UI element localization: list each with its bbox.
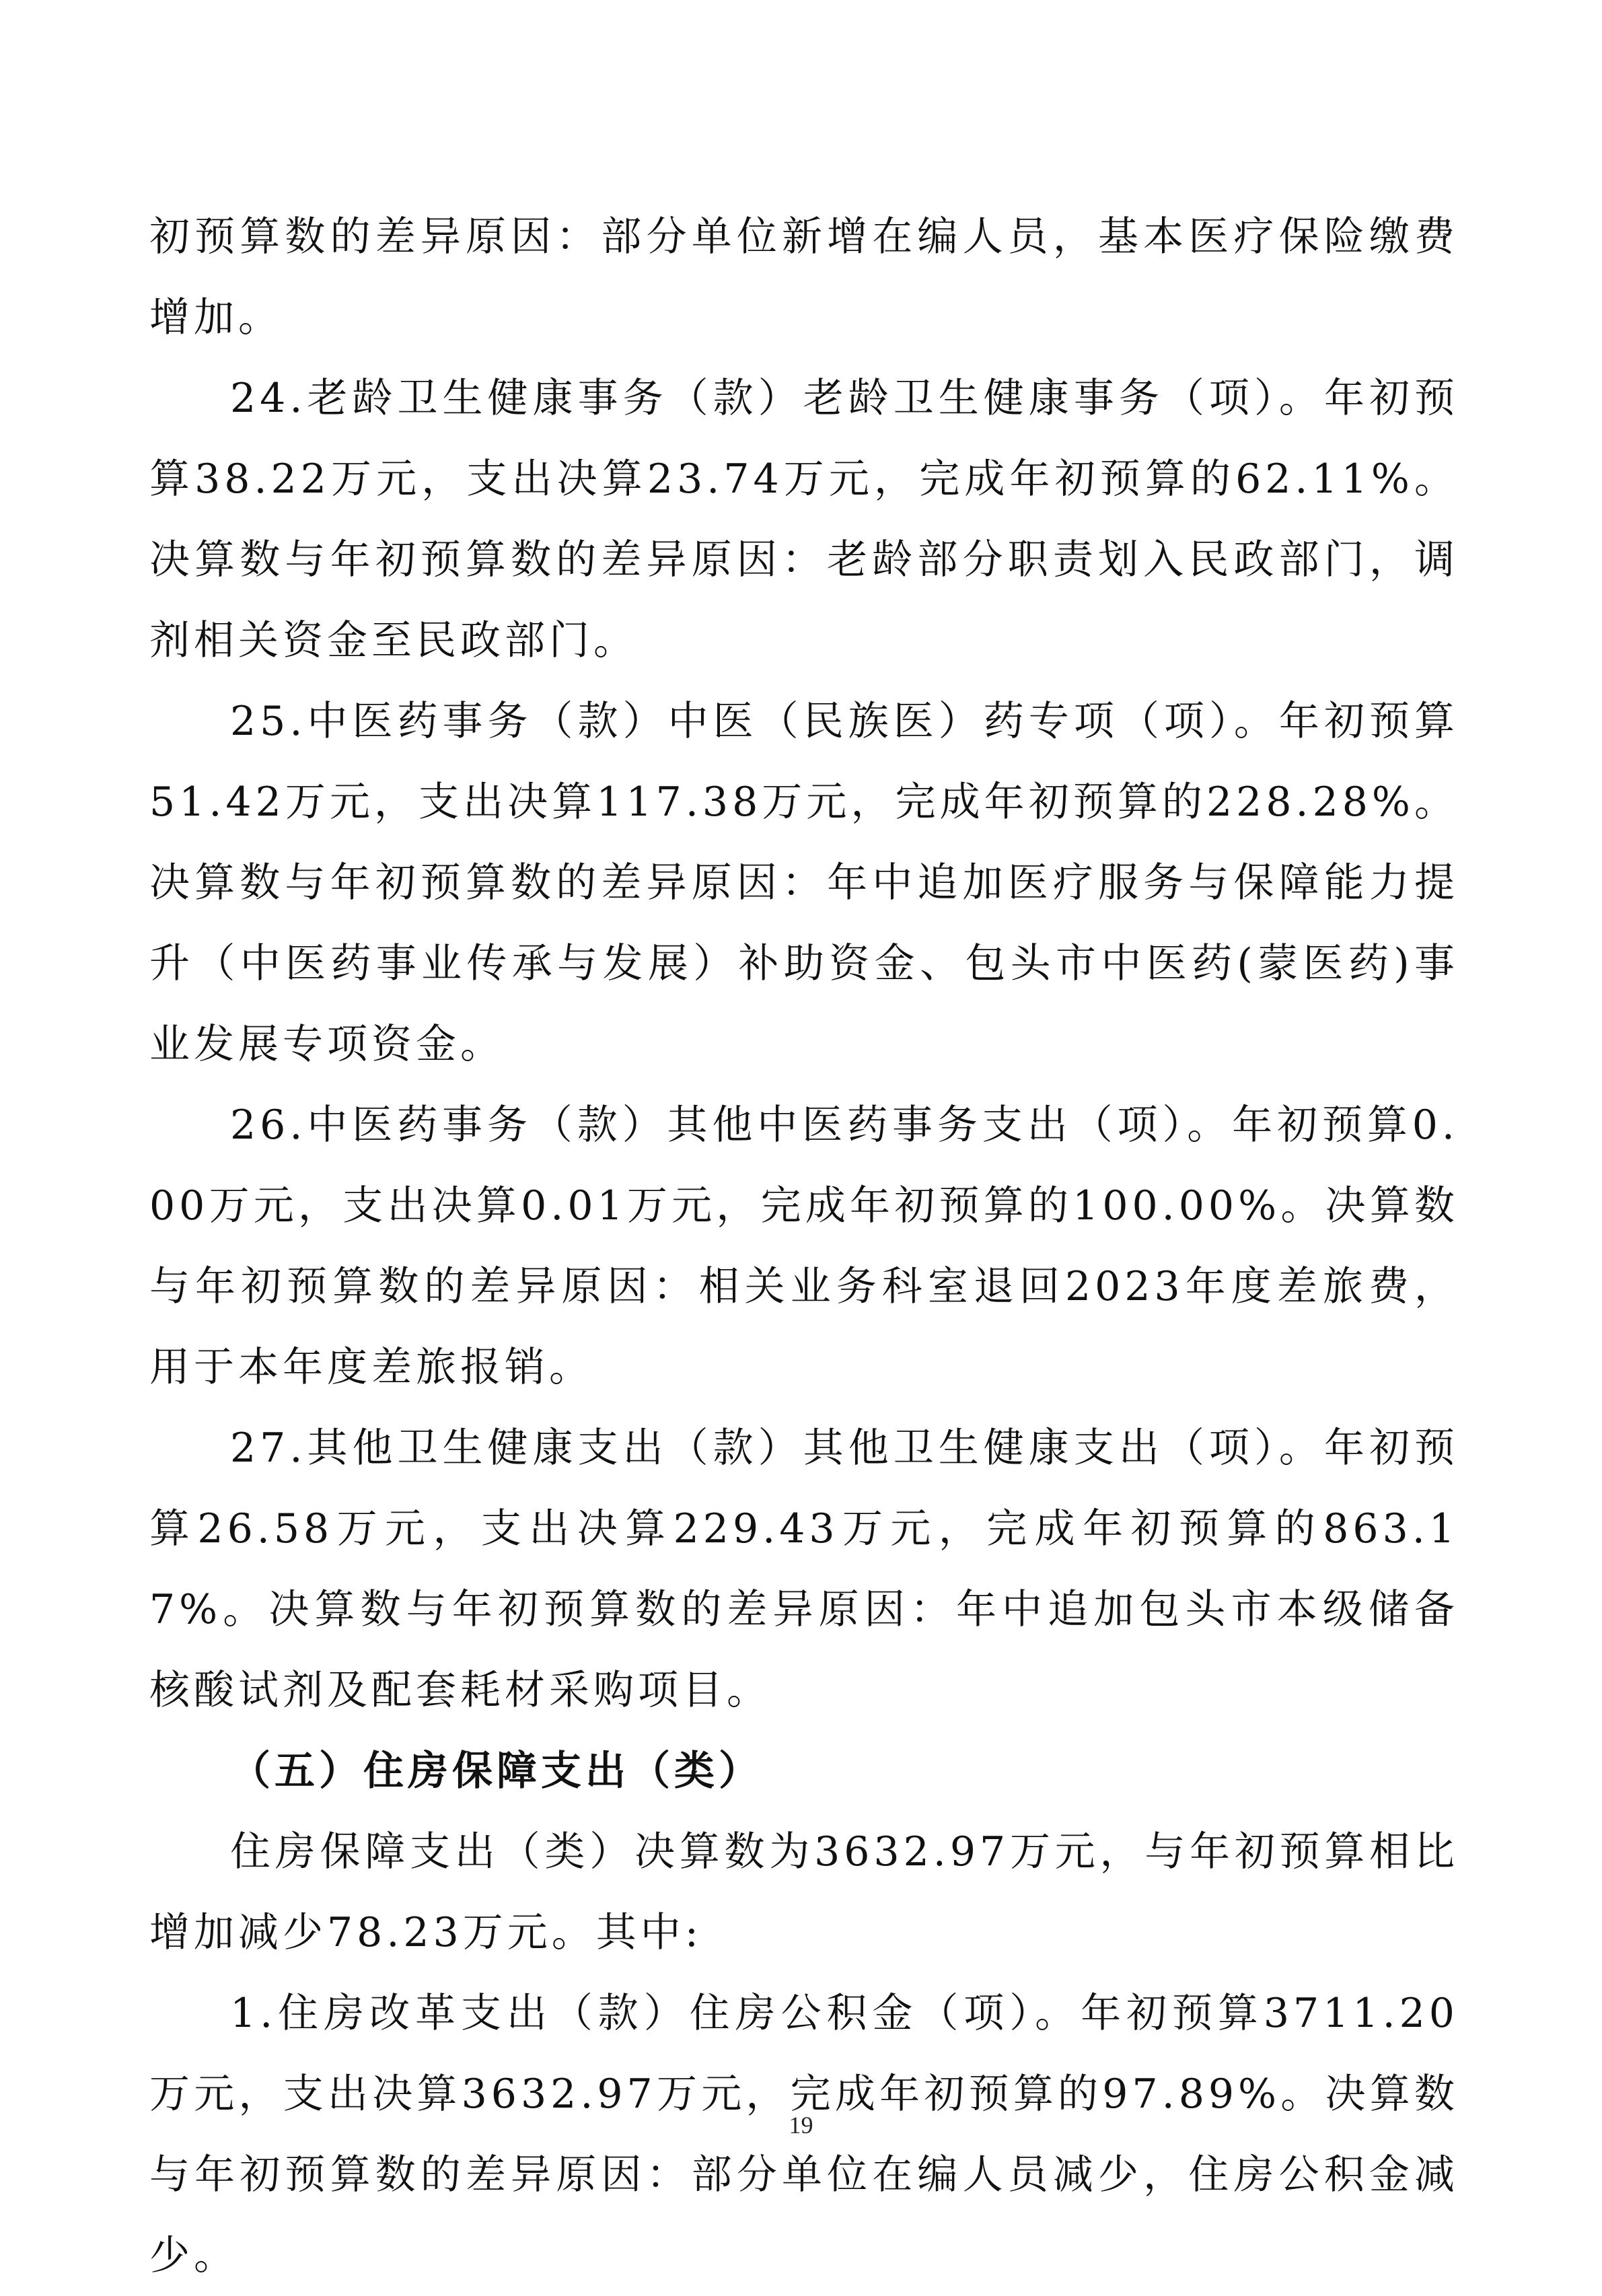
paragraph-item-25: 25.中医药事务（款）中医（民族医）药专项（项）。年初预算51.42万元，支出决算117.38万元，完成年初预算的228.28%。决算数与年初预算数的差异原因：年中追加医疗服务与保障能力提升（中医药事业传承与发展）补助资金、包头市中医药(蒙医药)事业发展专项资金。 <box>149 698 1459 1068</box>
paragraph-housing-summary: 住房保障支出（类）决算数为3632.97万元，与年初预算相比增加减少78.23万元。其中: <box>149 1828 1459 1956</box>
page-number: 19 <box>789 2112 813 2139</box>
document-body <box>149 196 1459 2296</box>
paragraph-item-24: 24.老龄卫生健康事务（款）老龄卫生健康事务（项）。年初预算38.22万元，支出决算23.74万元，完成年初预算的62.11%。决算数与年初预算数的差异原因：老龄部分职责划入民政部门，调剂相关资金至民政部门。 <box>149 375 1459 664</box>
paragraph-housing-item-1: 1.住房改革支出（款）住房公积金（项）。年初预算3711.20万元，支出决算3632.97万元，完成年初预算的97.89%。决算数与年初预算数的差异原因：部分单位在编人员减少，住房公积金减少。 <box>149 1990 1459 2279</box>
paragraph-item-26: 26.中医药事务（款）其他中医药事务支出（项）。年初预算0.00万元，支出决算0.01万元，完成年初预算的100.00%。决算数与年初预算数的差异原因：相关业务科室退回2023年度差旅费，用于本年度差旅报销。 <box>149 1102 1459 1391</box>
paragraph-item-27: 27.其他卫生健康支出（款）其他卫生健康支出（项）。年初预算26.58万元，支出决算229.43万元，完成年初预算的863.17%。决算数与年初预算数的差异原因：年中追加包头市本级储备核酸试剂及配套耗材采购项目。 <box>149 1425 1459 1714</box>
section-heading-housing: （五）住房保障支出（类） <box>230 1748 763 1795</box>
paragraph-continued-item-23: 初预算数的差异原因：部分单位新增在编人员，基本医疗保险缴费增加。 <box>149 213 1459 341</box>
